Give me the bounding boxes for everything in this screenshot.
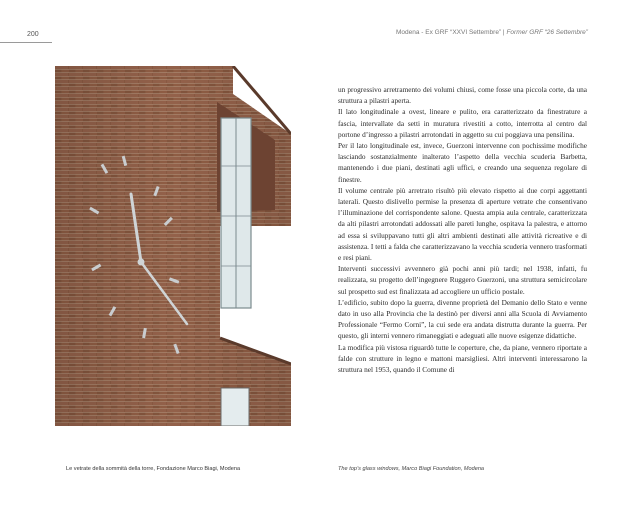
paragraph: un progressivo arretramento dei volumi chiusi, come fosse una piccola corte, da una struttura a pilastri aperta. — [338, 85, 587, 106]
paragraph: La modifica più vistosa riguardò tutte le coperture, che, da piane, vennero riportate a falde con strutture in legno e mattoni marsigliesi. Altri interventi interessarono la struttura nel 1953, quando il Comune di — [338, 342, 587, 375]
running-head-separator: | — [501, 29, 507, 36]
running-head-italian: Modena - Ex GRF “XXVI Settembre” — [396, 29, 502, 36]
tower-photo — [55, 66, 291, 426]
paragraph: Per il lato longitudinale est, invece, Guerzoni intervenne con pochissime modifiche lasciando sostanzialmente inalterato l’aspetto della vecchia scuderia Barbetta, mantenendo i due piani, destinati agli uffici, e creando una sequenza regolare di finestre. — [338, 141, 587, 184]
paragraph: Il lato longitudinale a ovest, lineare e pulito, era caratterizzato da finestrature a fascia, intervallate da setti in muratura rivestiti a cotto, interrotta al centro dal portone d’ingresso a pilastri arrotondati in aggetto su cui poggiava una pensilina. — [338, 107, 587, 139]
paragraph: Interventi successivi avvennero già pochi anni più tardi; nel 1938, infatti, fu realizzata, su progetto dell’ingegnere Ruggero Guerzoni, una struttura semicircolare sul prospetto sud est finalizzata ad accogliere un ufficio postale. — [338, 264, 587, 296]
running-head-english: Former GRF “26 Settembre” — [506, 29, 588, 36]
paragraph: L’edificio, subito dopo la guerra, divenne proprietà del Demanio dello Stato e venne dato in uso alla Provincia che la destinò per diversi anni alla Scuola di Avviamento Professionale “Fermo Corni”, la cui sede era andata distrutta durante la guerra. Per questo, gli interni vennero rimaneggiati e adeguati alle nuove esigenze didattiche. — [338, 297, 587, 341]
header-rule — [0, 42, 52, 43]
body-text — [338, 84, 587, 375]
photo-caption-italian: Le vetrate della sommità della torre, Fondazione Marco Biagi, Modena — [66, 466, 241, 472]
photo-caption-english: The top’s glass windows, Marco Biagi Foundation, Modena — [338, 466, 485, 472]
running-head — [396, 29, 618, 36]
page-number: 200 — [27, 31, 39, 38]
paragraph: Il volume centrale più arretrato risultò più elevato rispetto ai due corpi aggettanti laterali. Questo dislivello permise la presenza di aperture vetrate che consentivano l’illuminazione del corrispondente salone. Questa ampia aula centrale, caratterizzata da alti pilastri arrotondati addossati alle pareti lunghe, ospitava la palestra, e attorno ad essa si sviluppavano tutti gli altri ambienti destinati alle attività ricreative e di assistenza. I tetti a falda che caratterizzavano la vecchia scuderia vennero trasformati e resi piani. — [338, 185, 587, 263]
